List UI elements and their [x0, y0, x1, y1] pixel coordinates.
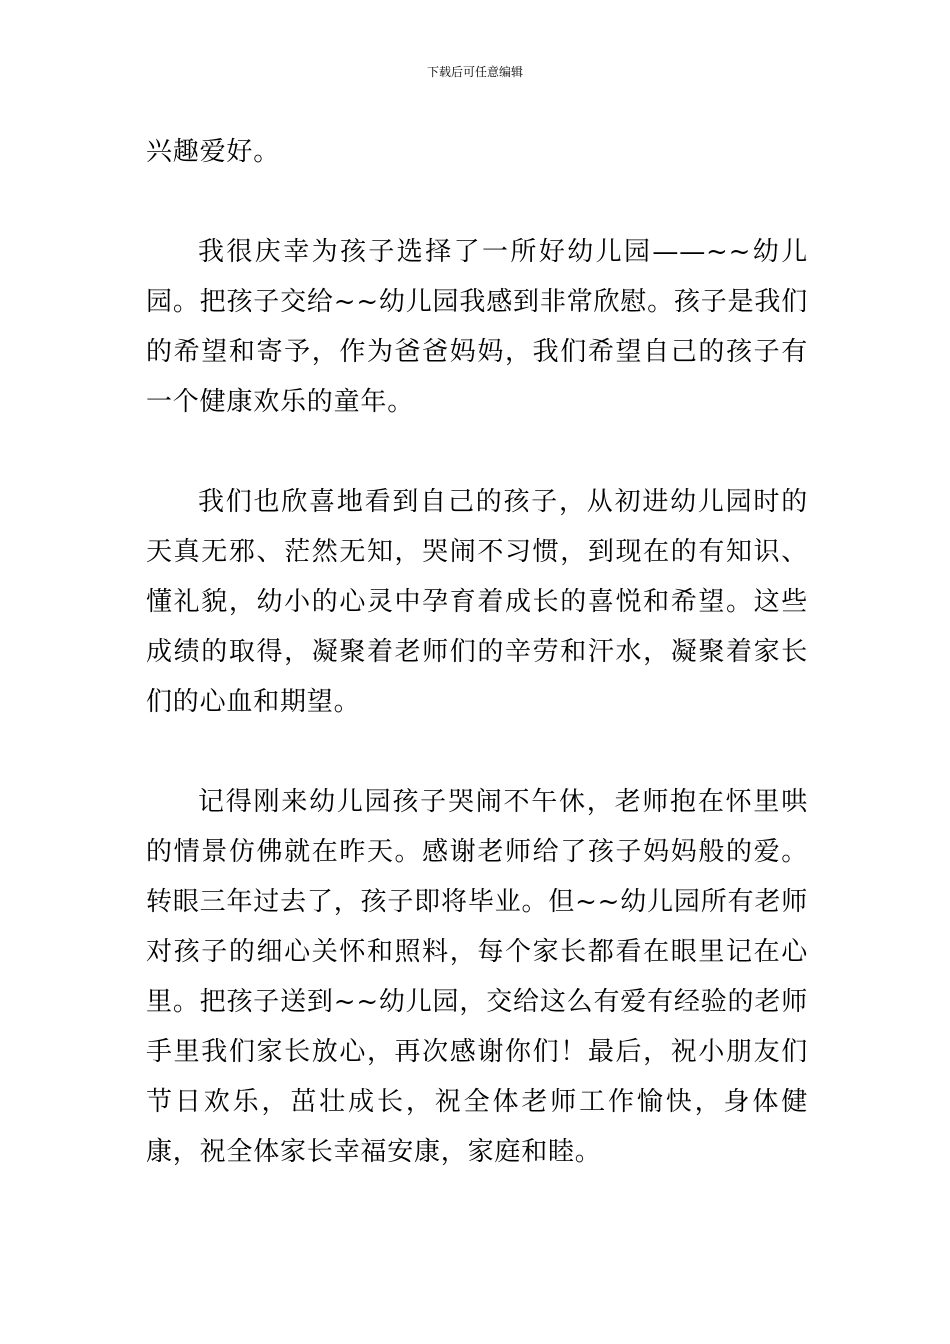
paragraph-kindergarten-choice: 我很庆幸为孩子选择了一所好幼儿园——~~幼儿园。把孩子交给~~幼儿园我感到非常欣慰。孩子是我们的希望和寄予，作为爸爸妈妈，我们希望自己的孩子有一个健康欢乐的童年。 [146, 237, 808, 417]
paragraph-gap [146, 177, 808, 227]
paragraph-continuation: 兴趣爱好。 [146, 137, 281, 167]
paragraph-gap [146, 727, 808, 777]
paragraph-gap [146, 427, 808, 477]
paragraph-child-growth: 我们也欣喜地看到自己的孩子，从初进幼儿园时的天真无邪、茫然无知，哭闹不习惯，到现在的有知识、懂礼貌，幼小的心灵中孕育着成长的喜悦和希望。这些成绩的取得，凝聚着老师们的辛劳和汗水，凝聚着家长们的心血和期望。 [146, 487, 808, 717]
page-header: 下载后可任意编辑 [426, 65, 523, 79]
paragraph-thanks: 记得刚来幼儿园孩子哭闹不午休，老师抱在怀里哄的情景仿佛就在昨天。感谢老师给了孩子妈妈般的爱。转眼三年过去了，孩子即将毕业。但~~幼儿园所有老师对孩子的细心关怀和照料，每个家长都看在眼里记在心里。把孩子送到~~幼儿园，交给这么有爱有经验的老师手里我们家长放心，再次感谢你们！最后，祝小朋友们节日欢乐，茁壮成长，祝全体老师工作愉快，身体健康，祝全体家长幸福安康，家庭和睦。 [146, 787, 808, 1167]
document-body [146, 127, 808, 1177]
